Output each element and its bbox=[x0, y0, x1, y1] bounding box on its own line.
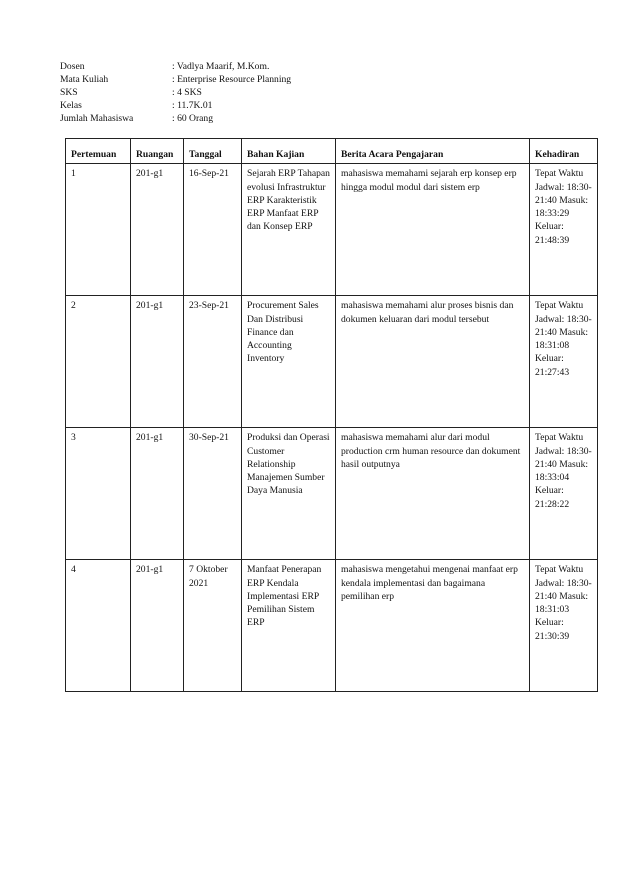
cell-berita-acara: mahasiswa memahami alur dari modul production crm human resource dan dokument hasil outputnya bbox=[336, 428, 530, 560]
info-value: : Vadlya Maarif, M.Kom. bbox=[172, 61, 270, 72]
info-value: : 11.7K.01 bbox=[172, 100, 213, 111]
cell-pertemuan: 3 bbox=[66, 428, 131, 560]
cell-pertemuan: 2 bbox=[66, 296, 131, 428]
cell-kehadiran: Tepat Waktu Jadwal: 18:30-21:40 Masuk: 18:33:04 Keluar: 21:28:22 bbox=[530, 428, 598, 560]
header-tanggal: Tanggal bbox=[184, 139, 242, 164]
cell-berita-acara: mahasiswa mengetahui mengenai manfaat erp kendala implementasi dan bagaimana pemilihan erp bbox=[336, 560, 530, 692]
info-row-sks bbox=[60, 86, 291, 99]
table-row bbox=[66, 296, 598, 428]
info-label: Kelas bbox=[60, 100, 82, 111]
header-pertemuan: Pertemuan bbox=[66, 139, 131, 164]
attendance-table bbox=[65, 138, 598, 692]
info-value: : 4 SKS bbox=[172, 87, 202, 98]
cell-kehadiran: Tepat Waktu Jadwal: 18:30-21:40 Masuk: 18:31:08 Keluar: 21:27:43 bbox=[530, 296, 598, 428]
cell-tanggal: 16-Sep-21 bbox=[184, 164, 242, 296]
info-row-jumlah-mahasiswa bbox=[60, 112, 291, 125]
info-label: Jumlah Mahasiswa bbox=[60, 113, 134, 124]
cell-bahan-kajian: Procurement Sales Dan Distribusi Finance dan Accounting Inventory bbox=[242, 296, 336, 428]
info-value: : Enterprise Resource Planning bbox=[172, 74, 292, 85]
cell-pertemuan: 4 bbox=[66, 560, 131, 692]
cell-ruangan: 201-g1 bbox=[131, 296, 184, 428]
table-row bbox=[66, 428, 598, 560]
header-ruangan: Ruangan bbox=[131, 139, 184, 164]
info-value: : 60 Orang bbox=[172, 113, 214, 124]
cell-ruangan: 201-g1 bbox=[131, 164, 184, 296]
info-label: Mata Kuliah bbox=[60, 74, 109, 85]
header-berita-acara: Berita Acara Pengajaran bbox=[336, 139, 530, 164]
cell-bahan-kajian: Sejarah ERP Tahapan evolusi Infrastruktur ERP Karakteristik ERP Manfaat ERP dan Konsep ERP bbox=[242, 164, 336, 296]
cell-kehadiran: Tepat Waktu Jadwal: 18:30-21:40 Masuk: 18:33:29 Keluar: 21:48:39 bbox=[530, 164, 598, 296]
cell-pertemuan: 1 bbox=[66, 164, 131, 296]
header-kehadiran: Kehadiran bbox=[530, 139, 598, 164]
cell-berita-acara: mahasiswa memahami sejarah erp konsep erp hingga modul modul dari sistem erp bbox=[336, 164, 530, 296]
table-header-row bbox=[66, 139, 598, 164]
cell-ruangan: 201-g1 bbox=[131, 560, 184, 692]
table-row bbox=[66, 560, 598, 692]
header-bahan-kajian: Bahan Kajian bbox=[242, 139, 336, 164]
cell-tanggal: 30-Sep-21 bbox=[184, 428, 242, 560]
cell-bahan-kajian: Manfaat Penerapan ERP Kendala Implementasi ERP Pemilihan Sistem ERP bbox=[242, 560, 336, 692]
table-row bbox=[66, 164, 598, 296]
cell-kehadiran: Tepat Waktu Jadwal: 18:30-21:40 Masuk: 18:31:03 Keluar: 21:30:39 bbox=[530, 560, 598, 692]
info-label: Dosen bbox=[60, 61, 85, 72]
cell-tanggal: 23-Sep-21 bbox=[184, 296, 242, 428]
info-row-kelas bbox=[60, 99, 291, 112]
course-info bbox=[60, 60, 291, 125]
info-row-dosen bbox=[60, 60, 291, 73]
cell-bahan-kajian: Produksi dan Operasi Customer Relationship Manajemen Sumber Daya Manusia bbox=[242, 428, 336, 560]
info-row-mata-kuliah bbox=[60, 73, 291, 86]
cell-ruangan: 201-g1 bbox=[131, 428, 184, 560]
cell-berita-acara: mahasiswa memahami alur proses bisnis dan dokumen keluaran dari modul tersebut bbox=[336, 296, 530, 428]
cell-tanggal: 7 Oktober 2021 bbox=[184, 560, 242, 692]
info-label: SKS bbox=[60, 87, 78, 98]
